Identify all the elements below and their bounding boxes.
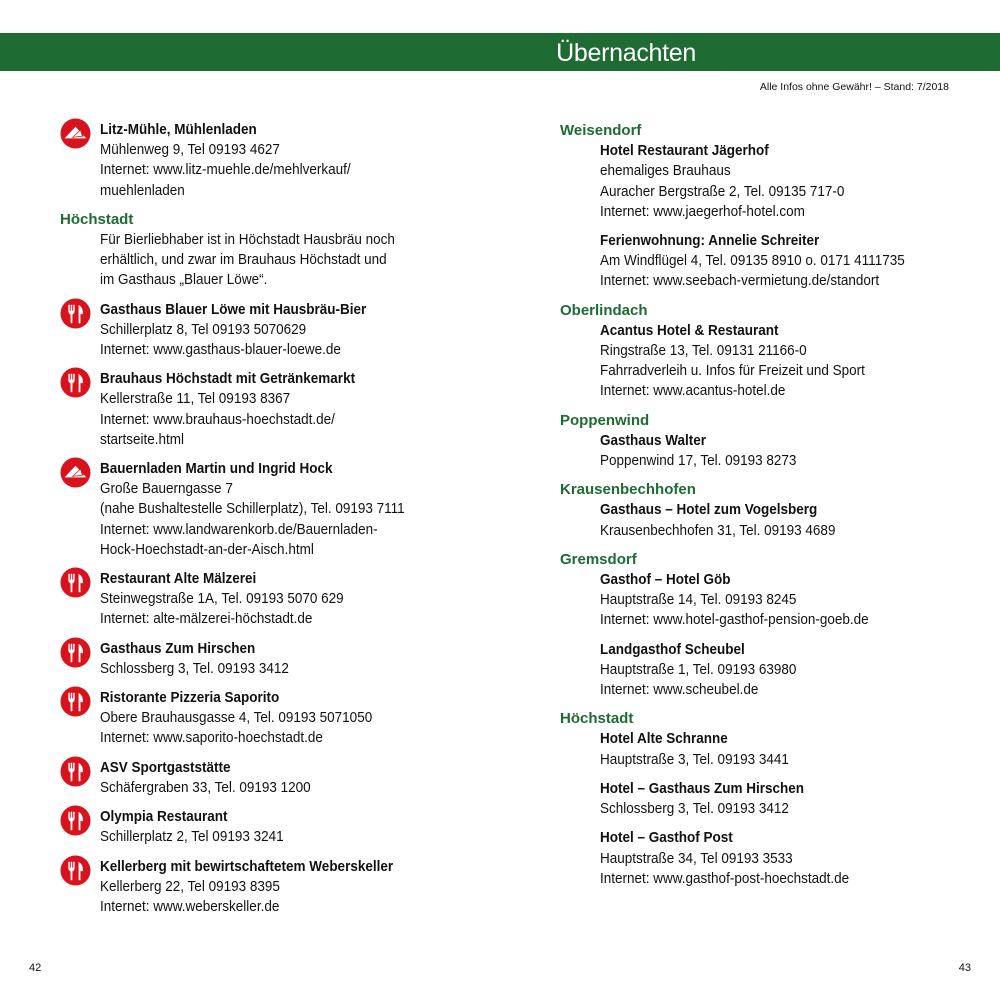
entry-line: Schäfergraben 33, Tel. 09193 1200 [100, 778, 311, 796]
listing-entry [560, 431, 980, 471]
intro-line: erhältlich, und zwar im Brauhaus Höchstadt und [100, 251, 387, 269]
listing-entry [560, 779, 980, 819]
entry-line: Poppenwind 17, Tel. 09193 8273 [600, 452, 797, 470]
listing-entry [560, 231, 980, 292]
town-section [560, 301, 980, 402]
entry-line: Internet: www.landwarenkorb.de/Bauernladen- [100, 520, 378, 538]
restaurant-icon [60, 298, 91, 329]
restaurant-icon [60, 686, 91, 717]
entry-line: Ringstraße 13, Tel. 09131 21166-0 [600, 342, 807, 360]
listing-entry [560, 640, 980, 701]
entry-line: Schillerplatz 8, Tel 09193 5070629 [100, 320, 307, 338]
intro-line: im Gasthaus „Blauer Löwe“. [100, 271, 268, 289]
listing-entry [60, 459, 490, 560]
left-entry-list [60, 300, 490, 917]
entry-line: Hauptstraße 3, Tel. 09193 3441 [600, 750, 789, 768]
shop-icon [60, 118, 91, 149]
restaurant-icon [60, 805, 91, 836]
entry-line: Kellerstraße 11, Tel 09193 8367 [100, 390, 291, 408]
town-section [560, 411, 980, 472]
entry-line: Internet: www.litz-muehle.de/mehlverkauf/ [100, 161, 351, 179]
entry-name: Hotel Restaurant Jägerhof [600, 142, 769, 160]
entry-line: startseite.html [100, 430, 185, 448]
entry-name: Kellerberg mit bewirtschaftetem Weberskeller [100, 857, 394, 875]
entry-name: Hotel Alte Schranne [600, 730, 728, 748]
entry-line: Am Windflügel 4, Tel. 09135 8910 o. 0171 4111735 [600, 252, 905, 270]
entry-line: Auracher Bergstraße 2, Tel. 09135 717-0 [600, 182, 845, 200]
section-title: Höchstadt [560, 710, 634, 728]
entry-name: Litz-Mühle, Mühlenladen [100, 121, 257, 138]
left-column [60, 120, 490, 926]
disclaimer: Alle Infos ohne Gewähr! – Stand: 7/2018 [759, 81, 949, 93]
listing-entry [560, 141, 980, 222]
entry-line: Internet: alte-mälzerei-höchstadt.de [100, 610, 313, 628]
listing-entry [60, 807, 490, 847]
entry-name: ASV Sportgaststätte [100, 758, 231, 776]
entry-name: Landgasthof Scheubel [600, 640, 745, 658]
entry-name: Gasthaus Walter [600, 431, 707, 449]
entry-line: Kellerberg 22, Tel 09193 8395 [100, 877, 280, 895]
entry-line: Hauptstraße 1, Tel. 09193 63980 [600, 660, 797, 678]
entry-name: Gasthaus – Hotel zum Vogelsberg [600, 501, 818, 519]
entry-line: Internet: www.weberskeller.de [100, 897, 280, 915]
listing-entry [60, 300, 490, 361]
header-banner [0, 33, 1000, 71]
entry-line: Internet: www.gasthof-post-hoechstadt.de [600, 869, 850, 887]
entry-name: Restaurant Alte Mälzerei [100, 570, 257, 588]
page-title: Übernachten [556, 39, 696, 67]
listing-entry [560, 729, 980, 769]
entry-line: Internet: www.jaegerhof-hotel.com [600, 202, 805, 220]
town-section [560, 480, 980, 541]
entry-line: Internet: www.scheubel.de [600, 681, 759, 699]
listing-entry [560, 570, 980, 631]
entry-line: Obere Brauhausgasse 4, Tel. 09193 5071050 [100, 709, 373, 727]
section-title: Höchstadt [60, 210, 134, 228]
entry-line: Hauptstraße 14, Tel. 09193 8245 [600, 591, 797, 609]
entry-line: (nahe Bushaltestelle Schillerplatz), Tel. 09193 7111 [100, 500, 405, 518]
restaurant-icon [60, 855, 91, 886]
listing-entry [60, 639, 490, 679]
entry-line: Schlossberg 3, Tel. 09193 3412 [600, 800, 789, 818]
entry-name: Hotel – Gasthof Post [600, 829, 733, 847]
entry-name: Acantus Hotel & Restaurant [600, 321, 779, 339]
listing-entry [560, 500, 980, 540]
entry-name: Ristorante Pizzeria Saporito [100, 689, 280, 707]
entry-line: Steinwegstraße 1A, Tel. 09193 5070 629 [100, 590, 344, 608]
listing-entry [60, 857, 490, 918]
entry-line: Internet: www.brauhaus-hoechstadt.de/ [100, 410, 335, 428]
page-number-right: 43 [958, 962, 971, 974]
intro-line: Für Bierliebhaber ist in Höchstadt Hausbräu noch [100, 231, 395, 249]
entry-name: Ferienwohnung: Annelie Schreiter [600, 232, 820, 250]
entry-line: Schlossberg 3, Tel. 09193 3412 [100, 659, 289, 677]
entry-line: Mühlenweg 9, Tel 09193 4627 [100, 141, 280, 159]
entry-line: Hauptstraße 34, Tel 09193 3533 [600, 849, 793, 867]
entry-name: Gasthaus Zum Hirschen [100, 639, 256, 657]
entry-line: Fahrradverleih u. Infos für Freizeit und Sport [600, 362, 865, 380]
listing-entry [560, 828, 980, 889]
section-title: Krausenbechhofen [560, 481, 696, 499]
page-number-left: 42 [29, 962, 42, 974]
section-title: Weisendorf [560, 122, 642, 139]
entry-line: Internet: www.seebach-vermietung.de/standort [600, 272, 880, 290]
restaurant-icon [60, 567, 91, 598]
restaurant-icon [60, 367, 91, 398]
shop-icon [60, 457, 91, 488]
restaurant-icon [60, 637, 91, 668]
entry-name: Hotel – Gasthaus Zum Hirschen [600, 779, 805, 797]
town-section [560, 550, 980, 700]
listing-entry [60, 120, 490, 201]
entry-name: Bauernladen Martin und Ingrid Hock [100, 460, 333, 478]
town-section [560, 709, 980, 889]
listing-entry [60, 758, 490, 798]
entry-line: Schillerplatz 2, Tel 09193 3241 [100, 828, 284, 846]
listing-entry [60, 688, 490, 749]
listing-entry [60, 369, 490, 450]
section-title: Gremsdorf [560, 550, 637, 568]
entry-line: Krausenbechhofen 31, Tel. 09193 4689 [600, 521, 836, 539]
entry-line: Internet: www.acantus-hotel.de [600, 382, 786, 400]
section-title: Oberlindach [560, 301, 648, 319]
listing-entry [60, 569, 490, 630]
entry-name: Olympia Restaurant [100, 808, 228, 826]
entry-name: Gasthaus Blauer Löwe mit Hausbräu-Bier [100, 300, 367, 318]
entry-line: Internet: www.hotel-gasthof-pension-goeb.de [600, 611, 869, 629]
entry-name: Gasthof – Hotel Göb [600, 571, 731, 589]
entry-line: Internet: www.saporito-hoechstadt.de [100, 729, 323, 747]
entry-name: Brauhaus Höchstadt mit Getränkemarkt [100, 370, 356, 388]
entry-line: ehemaliges Brauhaus [600, 162, 731, 180]
entry-line: muehlenladen [100, 181, 185, 199]
right-column [560, 120, 980, 898]
restaurant-icon [60, 756, 91, 787]
entry-line: Große Bauerngasse 7 [100, 480, 233, 498]
entry-line: Hock-Hoechstadt-an-der-Aisch.html [100, 540, 314, 558]
entry-line: Internet: www.gasthaus-blauer-loewe.de [100, 341, 341, 359]
section-title: Poppenwind [560, 411, 650, 429]
intro-text [60, 230, 490, 291]
town-section [560, 121, 980, 292]
listing-entry [560, 321, 980, 402]
